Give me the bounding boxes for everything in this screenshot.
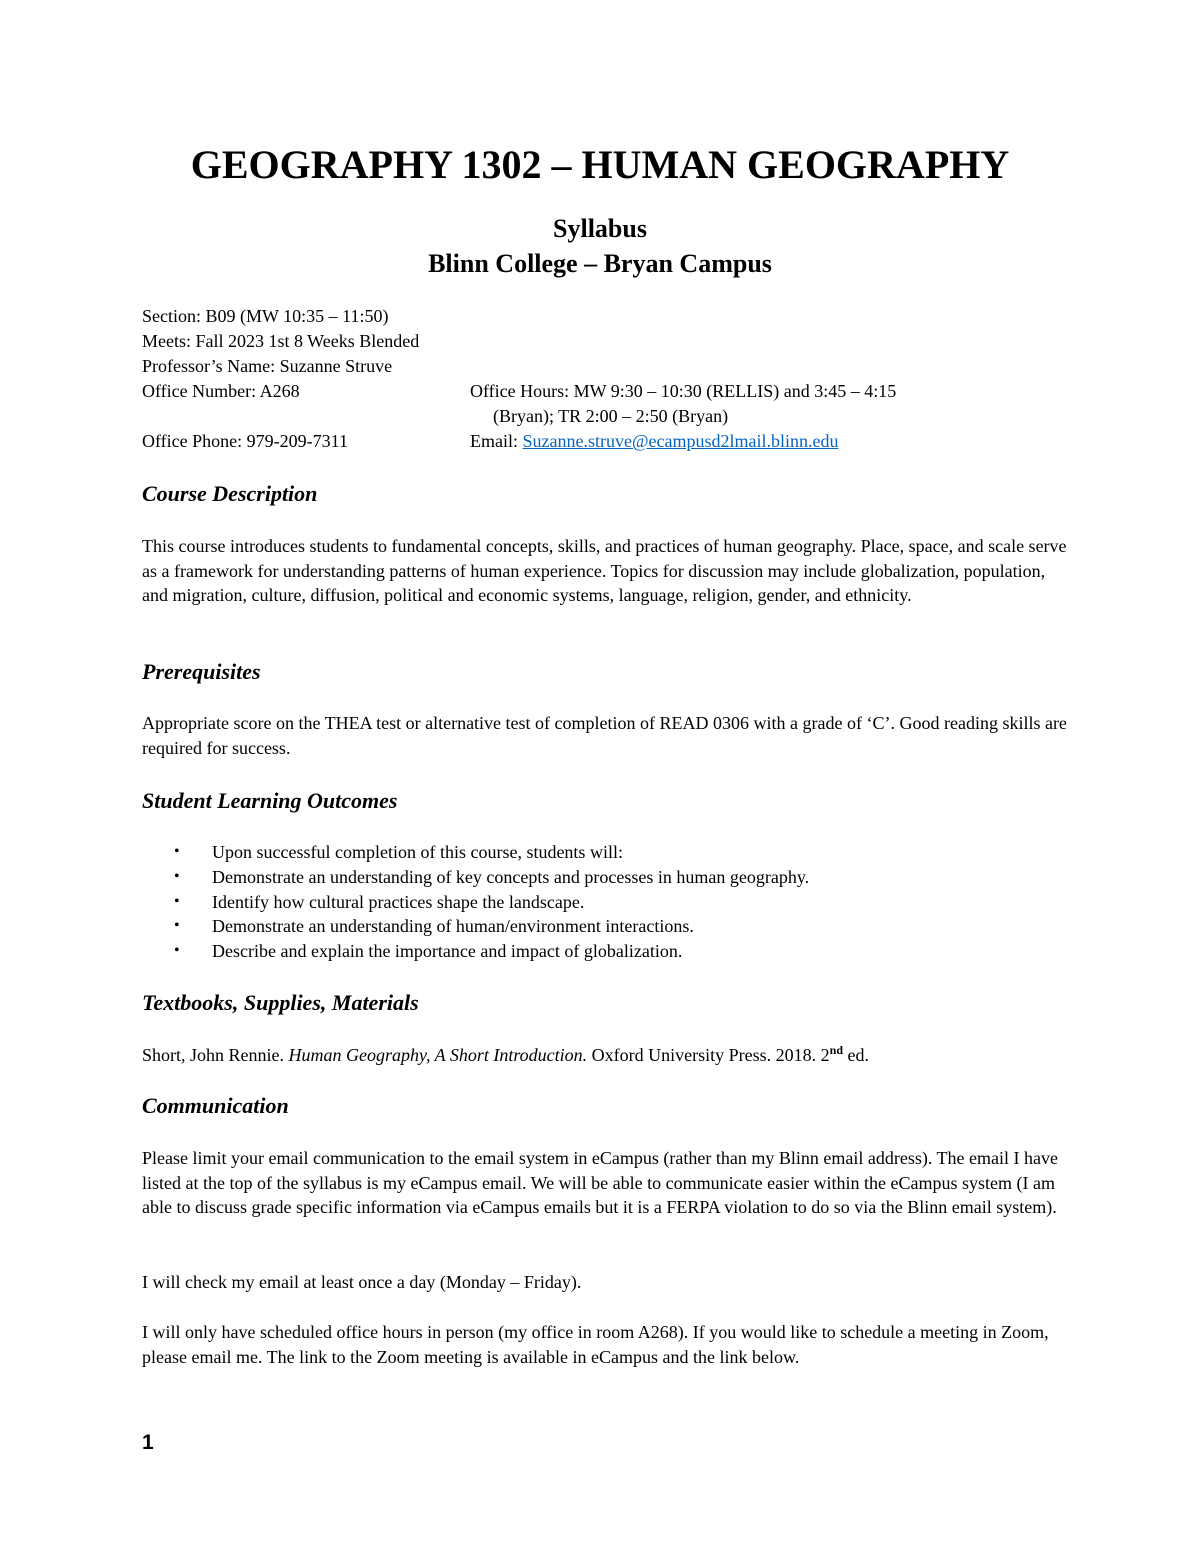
email-line [470, 429, 839, 453]
page-title: GEOGRAPHY 1302 – HUMAN GEOGRAPHY [190, 142, 1010, 187]
edition-superscript: nd [829, 1043, 844, 1057]
learning-outcomes-heading: Student Learning Outcomes [142, 788, 398, 813]
textbooks-heading: Textbooks, Supplies, Materials [142, 990, 419, 1015]
prerequisites-heading: Prerequisites [142, 659, 261, 684]
list-item: • Identify how cultural practices shape the landscape. [142, 890, 1042, 915]
list-item: • Upon successful completion of this course, students will: [142, 840, 1042, 865]
office-hours-line-1: Office Hours: MW 9:30 – 10:30 (RELLIS) and 3:45 – 4:15 [470, 381, 897, 401]
page-number: 1 [142, 1431, 154, 1454]
email-link[interactable]: Suzanne.struve@ecampusd2lmail.blinn.edu [522, 431, 839, 451]
bullet-icon: • [174, 892, 180, 910]
communication-paragraph-1: Please limit your email communication to the email system in eCampus (rather than my Blinn email address). The email I have listed at the top of the syllabus is my eCampus email. We will be able to communicate easier within the eCampus system (I am able to discuss grade specific information via eCampus emails but it is a FERPA violation to do so via the Blinn email system). [142, 1148, 1058, 1218]
textbook-citation [142, 1043, 1072, 1068]
bullet-icon: • [174, 942, 180, 960]
office-hours-line-2: (Bryan); TR 2:00 – 2:50 (Bryan) [493, 406, 729, 426]
college-campus-subtitle: Blinn College – Bryan Campus [428, 249, 772, 278]
bullet-icon: • [174, 867, 180, 885]
communication-heading: Communication [142, 1093, 289, 1118]
learning-outcomes-list [142, 840, 1042, 964]
bullet-icon: • [174, 917, 180, 935]
list-item: • Demonstrate an understanding of key concepts and processes in human geography. [142, 865, 1042, 890]
meets-info: Meets: Fall 2023 1st 8 Weeks Blended [142, 331, 420, 351]
prerequisites-text: Appropriate score on the THEA test or alternative test of completion of READ 0306 with a grade of ‘C’. Good reading skills are required for success. [142, 713, 1067, 758]
textbook-author: Short, John Rennie. [142, 1045, 289, 1065]
bullet-icon: • [174, 843, 180, 860]
communication-paragraph-2: I will check my email at least once a day (Monday – Friday). [142, 1272, 582, 1292]
textbook-title: Human Geography, A Short Introduction. [288, 1045, 588, 1065]
section-info: Section: B09 (MW 10:35 – 11:50) [142, 306, 389, 326]
list-item: • Demonstrate an understanding of human/environment interactions. [142, 914, 1042, 939]
email-label: Email: [470, 431, 523, 451]
document-subtitle: Syllabus [553, 214, 647, 243]
professor-name: Professor’s Name: Suzanne Struve [142, 356, 393, 376]
edition-suffix: ed. [843, 1045, 870, 1065]
communication-paragraph-3: I will only have scheduled office hours in person (my office in room A268). If you would like to schedule a meeting in Zoom, please email me. The link to the Zoom meeting is available in eCampus and the link below. [142, 1322, 1049, 1367]
office-number: Office Number: A268 [142, 381, 300, 401]
list-item: • Describe and explain the importance and impact of globalization. [142, 939, 1042, 964]
course-description-text: This course introduces students to fundamental concepts, skills, and practices of human geography. Place, space, and scale serve as a framework for understanding patterns of human experience. Topics for discussion may include globalization, population, and migration, culture, diffusion, political and economic systems, language, religion, gender, and ethnicity. [142, 536, 1067, 606]
office-phone: Office Phone: 979-209-7311 [142, 431, 348, 451]
textbook-publisher: Oxford University Press. 2018. 2 [587, 1045, 830, 1065]
course-description-heading: Course Description [142, 481, 318, 506]
